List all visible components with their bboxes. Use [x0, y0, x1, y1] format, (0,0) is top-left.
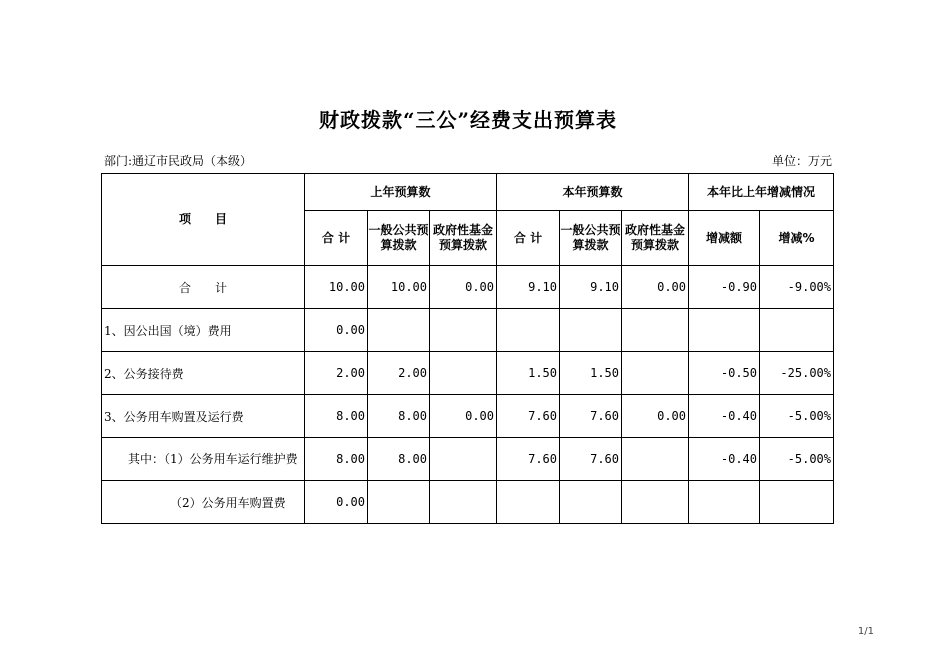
cell-change: -0.40 — [689, 395, 760, 438]
cell-ly-general: 8.00 — [368, 395, 430, 438]
cell-ty-general: 9.10 — [560, 266, 622, 309]
header-item: 项 目 — [102, 174, 305, 266]
cell-ly-general: 10.00 — [368, 266, 430, 309]
header-ty-general: 一般公共预算拨款 — [560, 211, 622, 266]
cell-ty-fund — [622, 438, 689, 481]
cell-ly-fund — [430, 481, 497, 524]
cell-ly-total: 8.00 — [305, 438, 368, 481]
header-ly-total: 合 计 — [305, 211, 368, 266]
cell-ty-total: 7.60 — [497, 438, 560, 481]
table-row — [102, 438, 834, 481]
cell-ly-fund — [430, 309, 497, 352]
cell-ly-total: 0.00 — [305, 309, 368, 352]
header-ly-general: 一般公共预算拨款 — [368, 211, 430, 266]
table-row — [102, 481, 834, 524]
header-change-amount: 增减额 — [689, 211, 760, 266]
header-change-pct: 增减% — [760, 211, 834, 266]
cell-ty-general: 7.60 — [560, 395, 622, 438]
cell-ty-total: 9.10 — [497, 266, 560, 309]
cell-ty-total: 7.60 — [497, 395, 560, 438]
cell-pct: -9.00% — [760, 266, 834, 309]
cell-ly-general: 2.00 — [368, 352, 430, 395]
unit-label: 单位：万元 — [771, 154, 832, 168]
cell-change — [689, 481, 760, 524]
cell-ty-general: 1.50 — [560, 352, 622, 395]
row-label: 3、公务用车购置及运行费 — [102, 395, 305, 438]
row-label: 2、公务接待费 — [102, 352, 305, 395]
cell-change — [689, 309, 760, 352]
cell-pct — [760, 481, 834, 524]
cell-ty-total — [497, 309, 560, 352]
cell-ty-fund: 0.00 — [622, 266, 689, 309]
cell-pct — [760, 309, 834, 352]
cell-ty-fund — [622, 481, 689, 524]
header-ly-fund: 政府性基金预算拨款 — [430, 211, 497, 266]
header-this-year: 本年预算数 — [497, 174, 689, 211]
cell-ly-total: 2.00 — [305, 352, 368, 395]
cell-ly-general — [368, 309, 430, 352]
cell-ly-general — [368, 481, 430, 524]
cell-pct: -5.00% — [760, 395, 834, 438]
cell-ty-fund — [622, 309, 689, 352]
row-label: 合 计 — [102, 266, 305, 309]
cell-change: -0.50 — [689, 352, 760, 395]
row-label: （2）公务用车购置费 — [102, 481, 305, 524]
cell-ly-fund — [430, 438, 497, 481]
table-row — [102, 309, 834, 352]
cell-change: -0.40 — [689, 438, 760, 481]
budget-table — [101, 173, 834, 524]
table-row — [102, 395, 834, 438]
table-row-total — [102, 266, 834, 309]
row-label: 其中：（1）公务用车运行维护费 — [102, 438, 305, 481]
table-row — [102, 352, 834, 395]
cell-ty-general: 7.60 — [560, 438, 622, 481]
page-number: 1/1 — [857, 626, 874, 637]
header-last-year: 上年预算数 — [305, 174, 497, 211]
row-label: 1、因公出国（境）费用 — [102, 309, 305, 352]
cell-ly-total: 8.00 — [305, 395, 368, 438]
cell-ty-total — [497, 481, 560, 524]
header-ty-total: 合 计 — [497, 211, 560, 266]
cell-change: -0.90 — [689, 266, 760, 309]
cell-ly-fund — [430, 352, 497, 395]
cell-ty-fund — [622, 352, 689, 395]
cell-ly-total: 10.00 — [305, 266, 368, 309]
cell-ty-general — [560, 481, 622, 524]
cell-pct: -25.00% — [760, 352, 834, 395]
cell-ty-general — [560, 309, 622, 352]
header-ty-fund: 政府性基金预算拨款 — [622, 211, 689, 266]
cell-ly-fund: 0.00 — [430, 395, 497, 438]
cell-ty-fund: 0.00 — [622, 395, 689, 438]
cell-ty-total: 1.50 — [497, 352, 560, 395]
cell-pct: -5.00% — [760, 438, 834, 481]
department-label: 部门:通辽市民政局（本级） — [104, 154, 253, 168]
page-title: 财政拨款“三公”经费支出预算表 — [318, 108, 617, 132]
cell-ly-fund: 0.00 — [430, 266, 497, 309]
header-change: 本年比上年增减情况 — [689, 174, 834, 211]
cell-ly-total: 0.00 — [305, 481, 368, 524]
cell-ly-general: 8.00 — [368, 438, 430, 481]
